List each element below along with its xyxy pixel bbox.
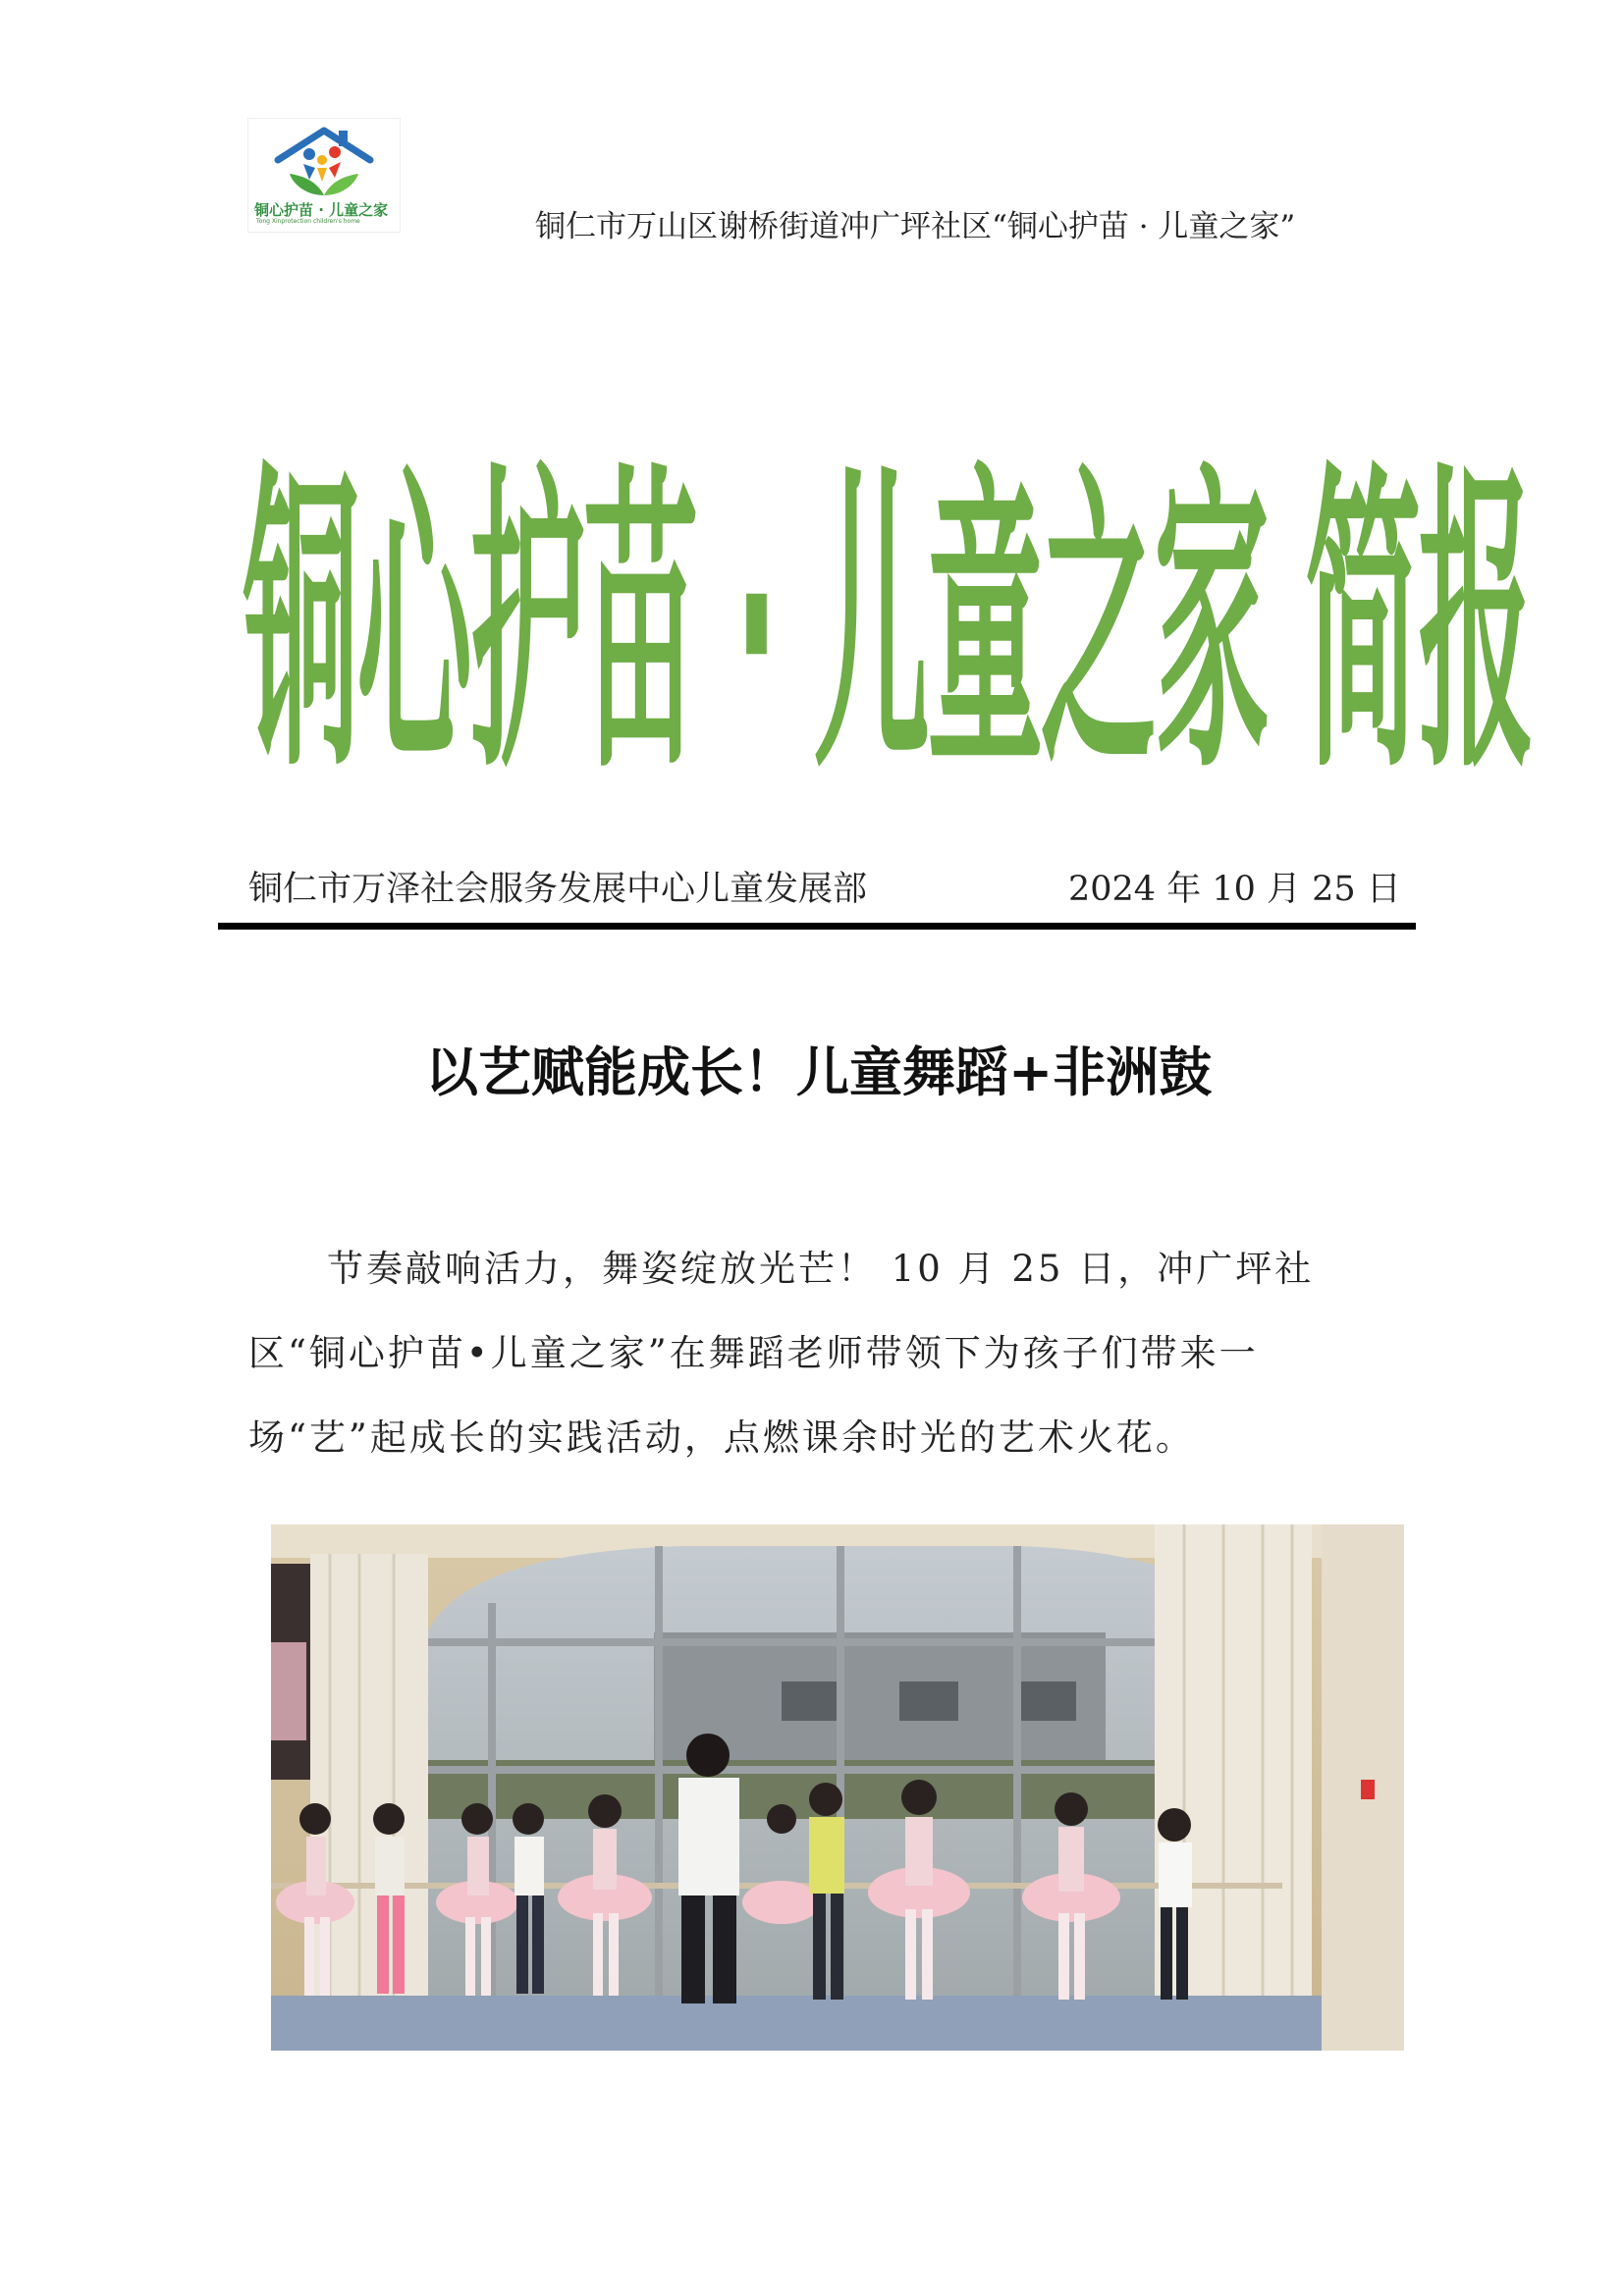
body-line: 场“艺”起成长的实践活动，点燃课余时光的艺术火花。 bbox=[248, 1416, 1195, 1459]
logo-name: 铜心护苗 · 儿童之家 bbox=[254, 201, 389, 219]
article-headline: 以艺赋能成长！儿童舞蹈+非洲鼓 bbox=[425, 1041, 1213, 1103]
community-logo bbox=[247, 118, 401, 233]
body-line: 节奏敲响活力，舞姿绽放光芒！ 10 月 25 日，冲广坪社 bbox=[248, 1248, 1315, 1290]
article-body bbox=[248, 1227, 1387, 1480]
logo-subtitle: Tong Xinprotection children's home bbox=[256, 218, 360, 225]
body-line: 区“铜心护苗•儿童之家”在舞蹈老师带领下为孩子们带来一 bbox=[248, 1332, 1259, 1374]
activity-photo bbox=[271, 1524, 1404, 2051]
home-logo-icon bbox=[248, 119, 400, 201]
ballet-class-photo bbox=[271, 1524, 1404, 2051]
header-divider bbox=[218, 923, 1416, 930]
masthead-title: 铜心护苗 · 儿童之家 简报 bbox=[244, 438, 1533, 812]
publication-date: 2024 年 10 月 25 日 bbox=[1068, 870, 1401, 909]
header-organization: 铜仁市万山区谢桥街道冲广坪社区“铜心护苗 · 儿童之家” bbox=[535, 209, 1296, 244]
publisher: 铜仁市万泽社会服务发展中心儿童发展部 bbox=[248, 870, 868, 909]
